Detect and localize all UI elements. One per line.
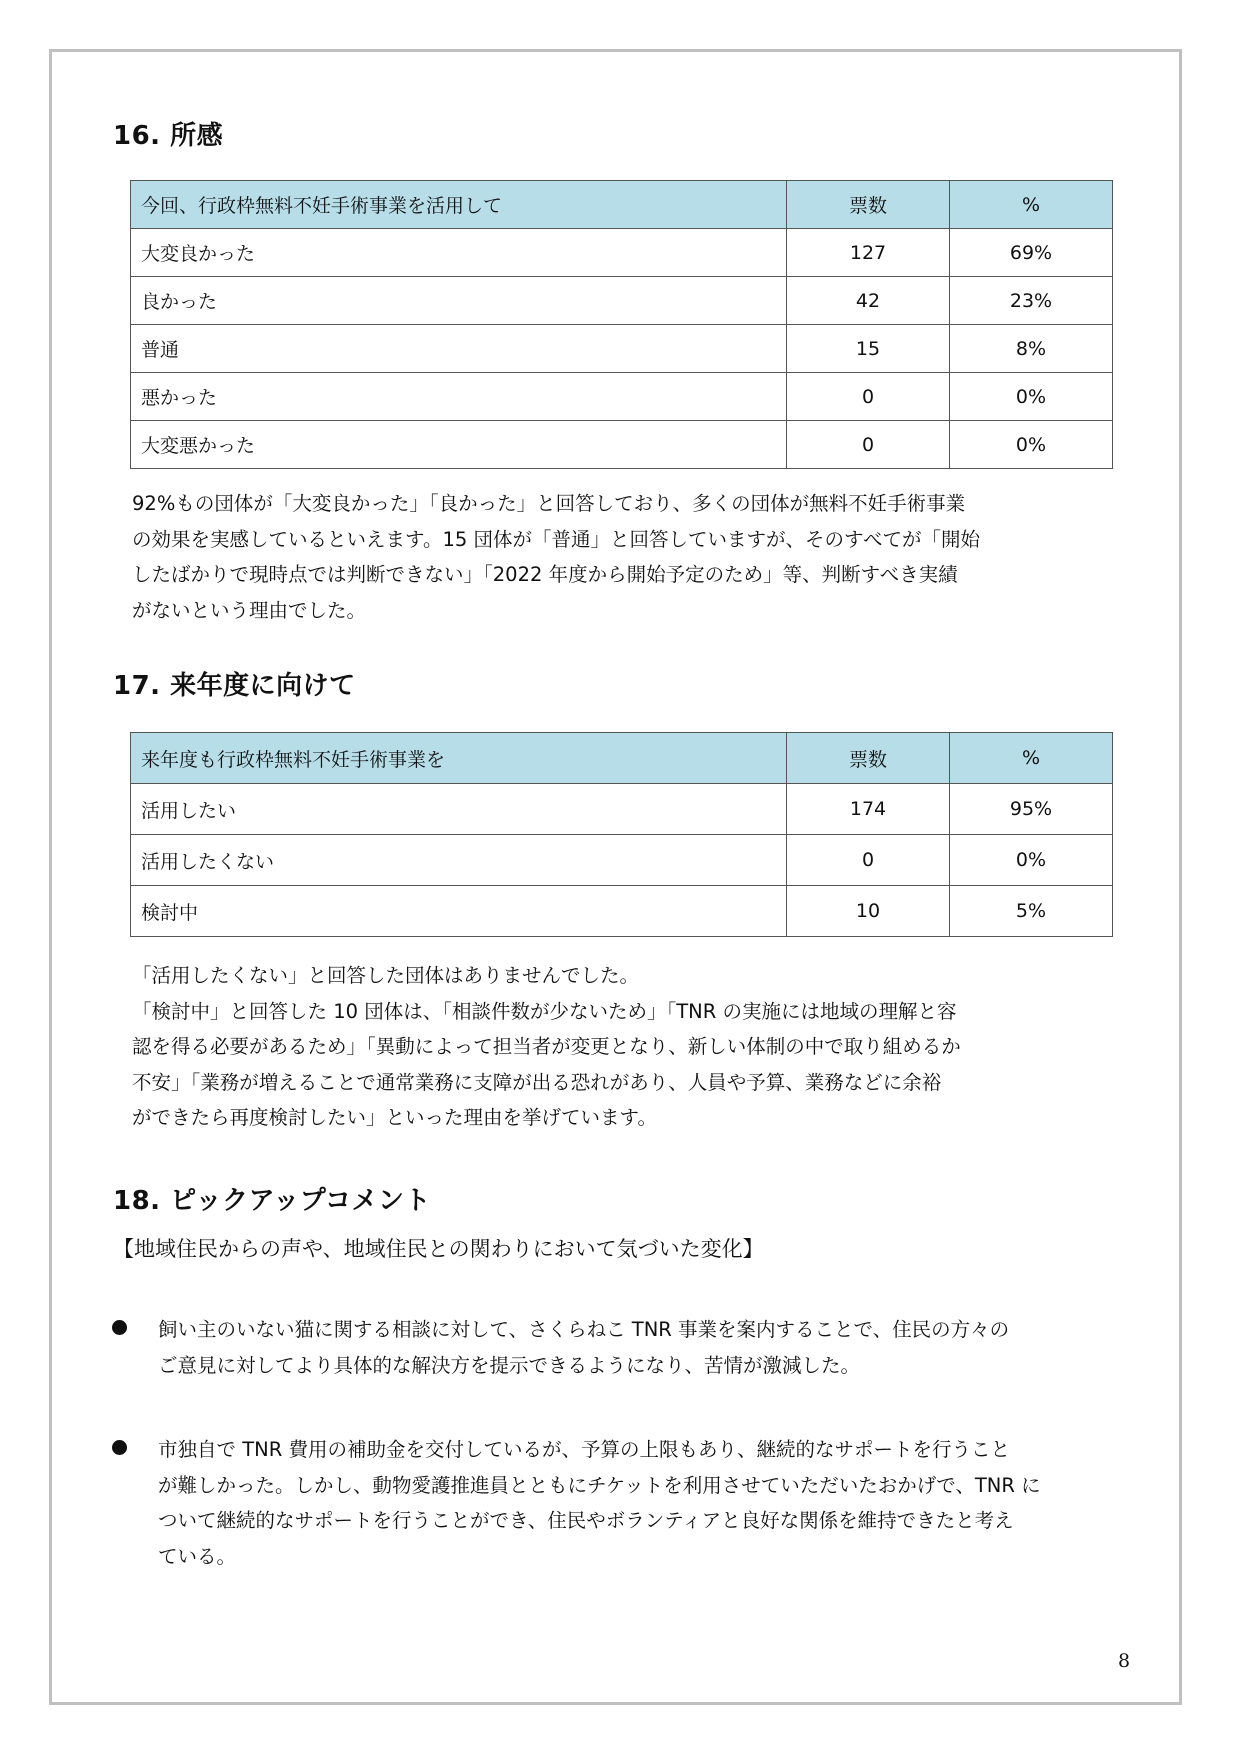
table-row <box>131 421 1113 469</box>
summary-line: 92%もの団体が「大変良かった」「良かった」と回答しており、多くの団体が無料不妊手術事業 <box>132 492 966 515</box>
row-percent: 0% <box>950 373 1113 421</box>
table-header-votes: 票数 <box>787 733 950 784</box>
section-17-title: 17. 来年度に向けて <box>113 671 356 701</box>
row-votes: 174 <box>787 784 950 835</box>
row-label: 普通 <box>131 325 787 373</box>
summary-line: 「検討中」と回答した 10 団体は、「相談件数が少ないため」「TNR の実施には地域の理解と容 <box>132 999 957 1023</box>
row-label: 良かった <box>131 277 787 325</box>
summary-line: 認を得る必要があるため」「異動によって担当者が変更となり、新しい体制の中で取り組めるか <box>132 1035 961 1058</box>
table-header-percent: % <box>950 181 1113 229</box>
summary-line: 不安」「業務が増えることで通常業務に支障が出る恐れがあり、人員や予算、業務などに余裕 <box>132 1070 942 1094</box>
row-votes: 0 <box>787 421 950 469</box>
table-row <box>131 229 1113 277</box>
table-row <box>131 886 1113 937</box>
comment-line: ている。 <box>158 1544 237 1568</box>
bullet-icon <box>112 1320 127 1335</box>
section-17-summary <box>132 958 1092 1136</box>
row-percent: 0% <box>950 835 1113 886</box>
comment-text <box>158 1432 1138 1574</box>
table-row <box>131 373 1113 421</box>
summary-line: の効果を実感しているといえます。15 団体が「普通」と回答していますが、そのすべてが「開始 <box>132 527 981 551</box>
comment-line: 飼い主のいない猫に関する相談に対して、さくらねこ TNR 事業を案内することで、住民の方々の <box>158 1318 1010 1341</box>
summary-line: がないという理由でした。 <box>132 598 367 622</box>
row-label: 大変良かった <box>131 229 787 277</box>
table-row <box>131 277 1113 325</box>
satisfaction-table <box>130 180 1113 469</box>
comment-line: ご意見に対してより具体的な解決方を提示できるようになり、苦情が激減した。 <box>158 1353 861 1377</box>
table-header-row <box>131 181 1113 229</box>
row-label: 検討中 <box>131 886 787 937</box>
table-header-row <box>131 733 1113 784</box>
row-percent: 69% <box>950 229 1113 277</box>
table-header-percent: % <box>950 733 1113 784</box>
summary-line: ができたら再度検討したい」といった理由を挙げています。 <box>132 1106 657 1129</box>
section-18-title: 18. ピックアップコメント <box>113 1186 431 1216</box>
row-votes: 0 <box>787 373 950 421</box>
row-votes: 10 <box>787 886 950 937</box>
table-header-question: 来年度も行政枠無料不妊手術事業を <box>131 733 787 784</box>
bullet-icon <box>112 1440 127 1455</box>
row-votes: 127 <box>787 229 950 277</box>
table-row <box>131 325 1113 373</box>
row-label: 活用したい <box>131 784 787 835</box>
table-header-question: 今回、行政枠無料不妊手術事業を活用して <box>131 181 787 229</box>
comment-text <box>158 1312 1138 1383</box>
row-label: 悪かった <box>131 373 787 421</box>
summary-line: 「活用したくない」と回答した団体はありませんでした。 <box>132 964 640 987</box>
next-year-table <box>130 732 1113 937</box>
row-percent: 5% <box>950 886 1113 937</box>
row-votes: 0 <box>787 835 950 886</box>
table-row <box>131 784 1113 835</box>
row-percent: 0% <box>950 421 1113 469</box>
row-label: 活用したくない <box>131 835 787 886</box>
comment-line: ついて継続的なサポートを行うことができ、住民やボランティアと良好な関係を維持できたと考え <box>158 1509 1014 1532</box>
row-votes: 42 <box>787 277 950 325</box>
comment-line: 市独自で TNR 費用の補助金を交付しているが、予算の上限もあり、継続的なサポートを行うこと <box>158 1438 1010 1461</box>
row-percent: 8% <box>950 325 1113 373</box>
section-16-title: 16. 所感 <box>113 121 224 151</box>
page-number: 8 <box>1118 1650 1131 1672</box>
section-16-summary <box>132 486 1092 628</box>
table-row <box>131 835 1113 886</box>
table-header-votes: 票数 <box>787 181 950 229</box>
row-label: 大変悪かった <box>131 421 787 469</box>
summary-line: したばかりで現時点では判断できない」「2022 年度から開始予定のため」等、判断すべき実績 <box>132 563 958 586</box>
row-percent: 95% <box>950 784 1113 835</box>
comments-subheading: 【地域住民からの声や、地域住民との関わりにおいて気づいた変化】 <box>113 1237 764 1261</box>
row-votes: 15 <box>787 325 950 373</box>
comment-line: が難しかった。しかし、動物愛護推進員とともにチケットを利用させていただいたおかげで、TNR に <box>158 1473 1041 1497</box>
row-percent: 23% <box>950 277 1113 325</box>
